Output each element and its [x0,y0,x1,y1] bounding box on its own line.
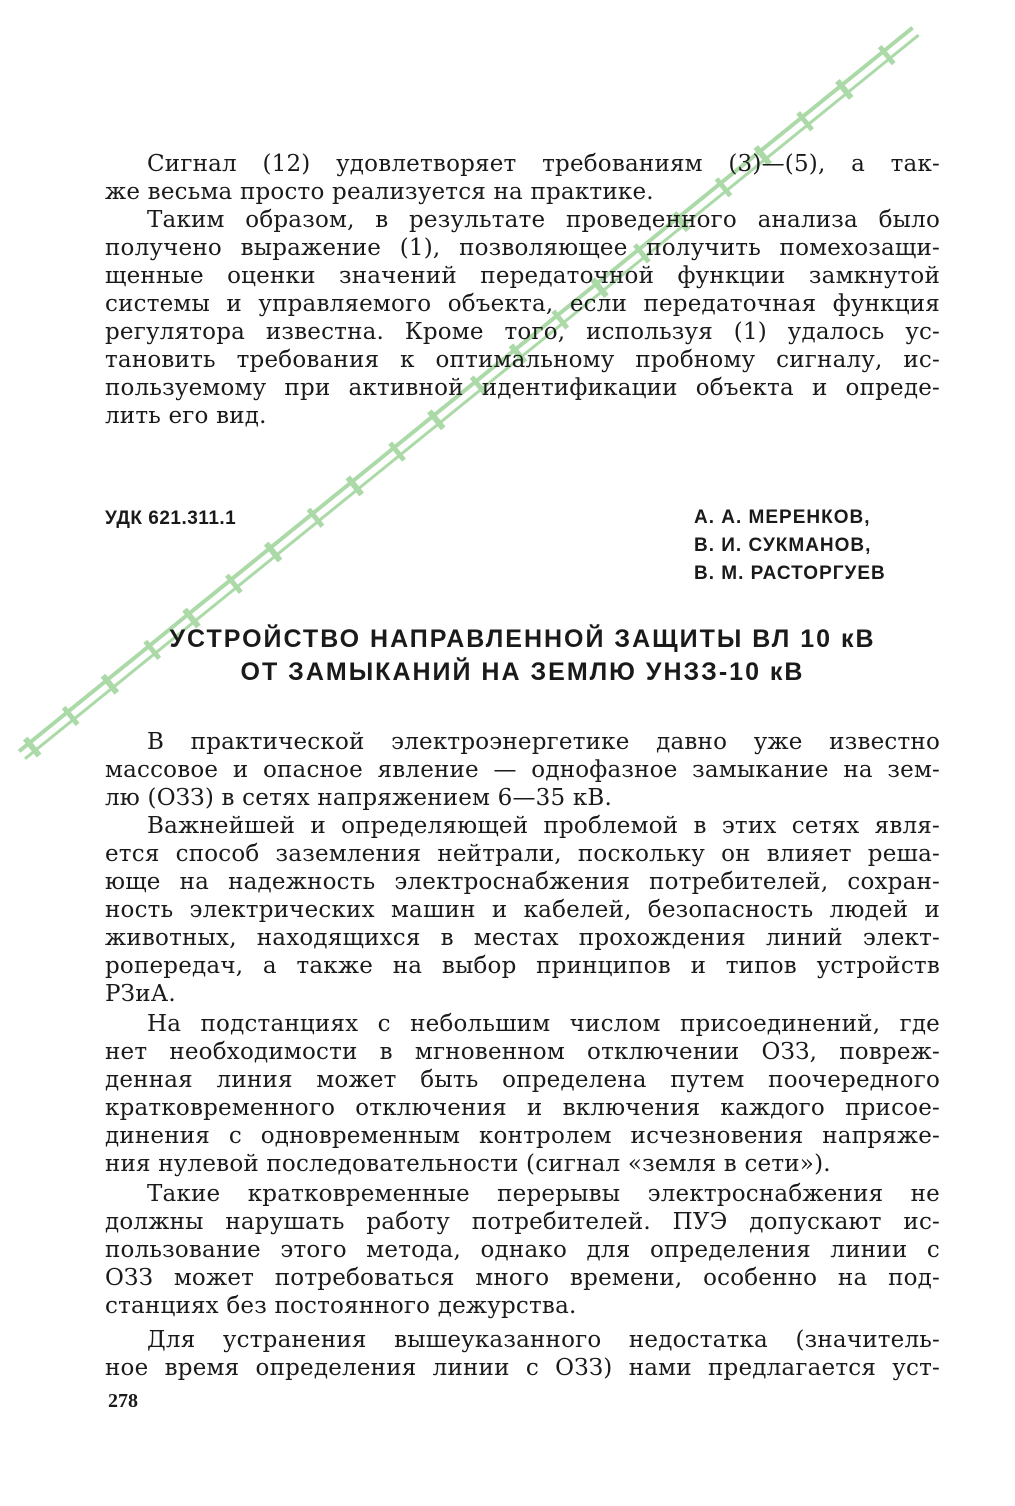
body-line: станциях без постоянного дежурства. [105,1293,577,1319]
body-line: Такие кратковременные перерывы электроснабжения не [147,1181,940,1207]
author-name: А. А. МЕРЕНКОВ, [694,507,871,528]
body-line: ния нулевой последовательности (сигнал «земля в сети»). [105,1151,831,1177]
intro-line: получено выражение (1), позволяющее получить помехозащи- [105,235,940,261]
intro-line: же весьма просто реализуется на практике. [105,179,654,205]
udk-code: УДК 621.311.1 [105,508,237,529]
body-line: ное время определения линии с ОЗЗ) нами предлагается уст- [105,1355,940,1381]
body-line: юще на надежность электроснабжения потребителей, сохран- [105,869,940,895]
body-line: В практической электроэнергетике давно уже известно [147,729,940,755]
author-name: В. И. СУКМАНОВ, [694,535,872,556]
intro-line: регулятора известна. Кроме того, используя (1) удалось ус- [105,319,940,345]
intro-line: системы и управляемого объекта, если передаточная функция [105,291,940,317]
body-line: На подстанциях с небольшим числом присоединений, где [147,1011,940,1037]
author-list [694,504,886,588]
body-line: ется способ заземления нейтрали, поскольку он влияет реша- [105,841,940,867]
intro-line: щенные оценки значений передаточной функции замкнутой [105,263,940,289]
body-line: денная линия может быть определена путем поочередного [105,1067,940,1093]
intro-line: Сигнал (12) удовлетворяет требованиям (3)—(5), а так- [147,151,940,177]
article-title-line: ОТ ЗАМЫКАНИЙ НА ЗЕМЛЮ УНЗЗ-10 кВ [240,658,805,686]
intro-line: лить его вид. [105,403,267,429]
intro-line: пользуемому при активной идентификации объекта и опреде- [105,375,940,401]
body-line: Важнейшей и определяющей проблемой в этих сетях явля- [147,813,940,839]
body-line: ность электрических машин и кабелей, безопасность людей и [105,897,940,923]
article-title-line: УСТРОЙСТВО НАПРАВЛЕННОЙ ЗАЩИТЫ ВЛ 10 кВ [169,625,876,653]
body-line: пользование этого метода, однако для определения линии с [105,1237,940,1263]
body-line: РЗиА. [105,981,176,1007]
body-line: животных, находящихся в местах прохождения линий элект- [105,925,940,951]
page-number: 278 [108,1390,138,1412]
body-line: массовое и опасное явление — однофазное замыкание на зем- [105,757,940,783]
author-name: В. М. РАСТОРГУЕВ [694,563,886,584]
intro-line: Таким образом, в результате проведенного анализа было [147,207,940,233]
body-line: лю (ОЗЗ) в сетях напряжением 6—35 кВ. [105,785,613,811]
body-line: ОЗЗ может потребоваться много времени, особенно на под- [105,1265,940,1291]
body-line: кратковременного отключения и включения каждого присое- [105,1095,940,1121]
intro-line: тановить требования к оптимальному пробному сигналу, ис- [105,347,940,373]
body-line: Для устранения вышеуказанного недостатка (значитель- [147,1327,940,1353]
body-line: динения с одновременным контролем исчезновения напряже- [105,1123,940,1149]
body-line: нет необходимости в мгновенном отключении ОЗЗ, повреж- [105,1039,940,1065]
body-line: должны нарушать работу потребителей. ПУЭ допускают ис- [105,1209,940,1235]
body-line: ропередач, а также на выбор принципов и типов устройств [105,953,940,979]
